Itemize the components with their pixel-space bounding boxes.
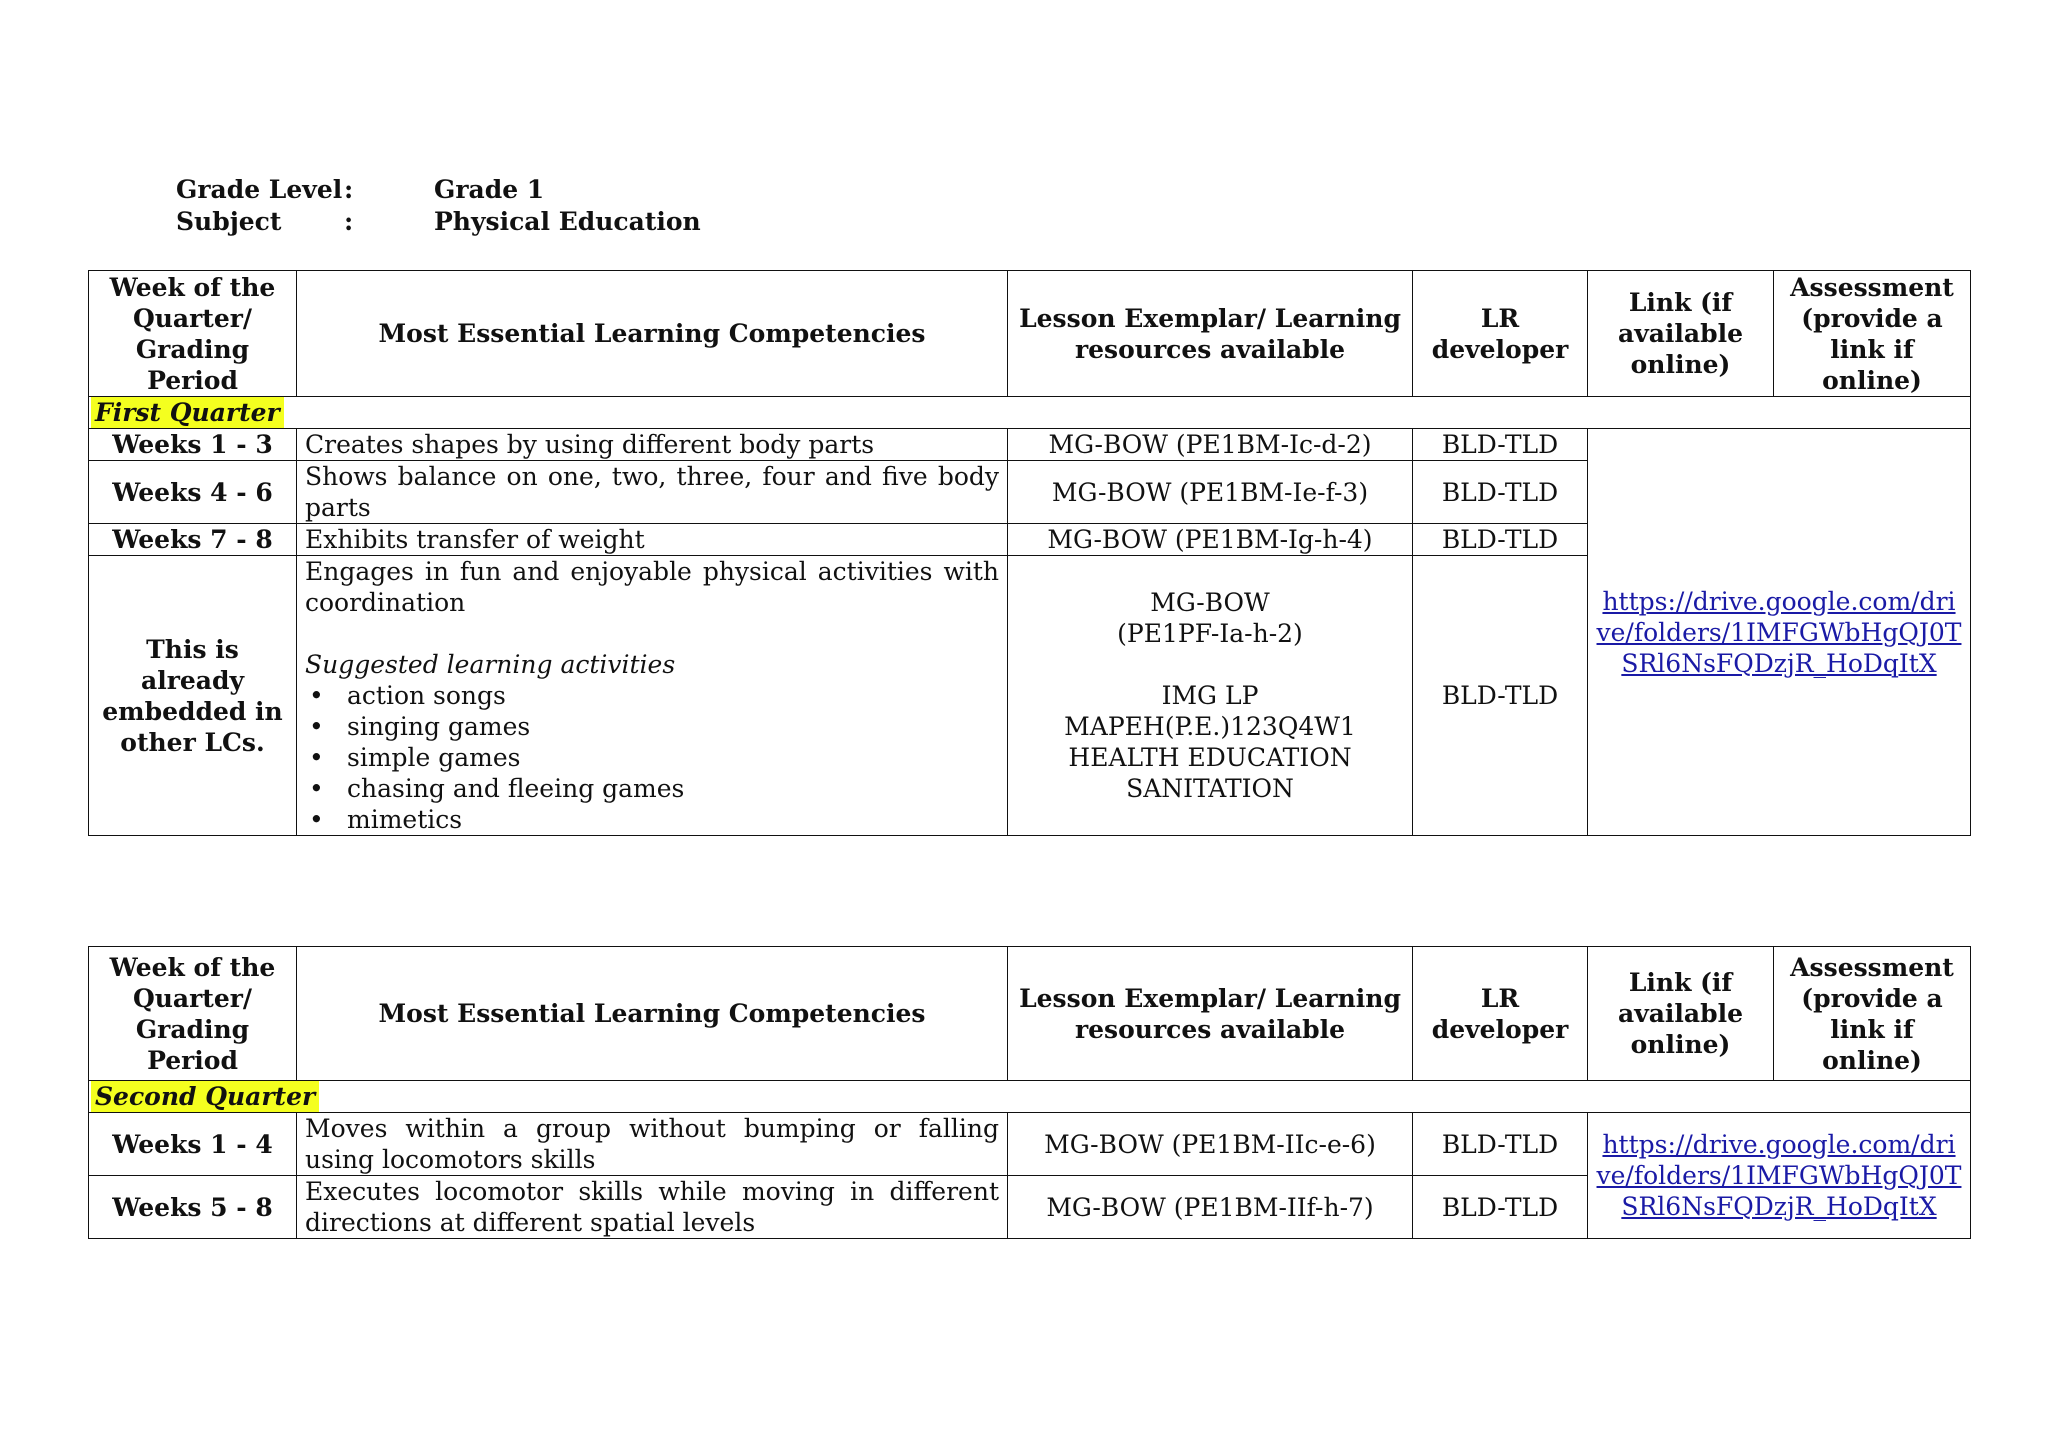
week-cell: Weeks 5 - 8 [89, 1176, 297, 1239]
melc-text: Engages in fun and enjoyable physical activities with coordination [305, 557, 999, 617]
melc-cell [297, 556, 1008, 836]
drive-link[interactable]: https://drive.google.com/drive/folders/1IMFGWbHgQJ0TSRl6NsFQDzjR_HoDqItX [1596, 586, 1962, 678]
lesson-line: IMG LP [1161, 681, 1259, 710]
activities-list [305, 680, 999, 835]
melc-cell: Moves within a group without bumping or falling using locomotors skills [297, 1113, 1008, 1176]
col-header-week: Week of the Quarter/ Grading Period [89, 271, 297, 397]
second-quarter-table [88, 946, 1971, 1239]
lr-developer-cell: BLD-TLD [1413, 524, 1588, 556]
col-header-melc: Most Essential Learning Competencies [297, 947, 1008, 1081]
col-header-assessment: Assessment (provide a link if online) [1774, 947, 1971, 1081]
grade-level-value: Grade 1 [434, 175, 545, 204]
lesson-cell: MG-BOW (PE1BM-Ic-d-2) [1008, 429, 1413, 461]
drive-link[interactable]: https://drive.google.com/drive/folders/1IMFGWbHgQJ0TSRl6NsFQDzjR_HoDqItX [1596, 1130, 1962, 1221]
link-cell [1588, 429, 1971, 836]
week-cell: Weeks 7 - 8 [89, 524, 297, 556]
col-header-lesson: Lesson Exemplar/ Learning resources available [1008, 947, 1413, 1081]
lr-developer-cell: BLD-TLD [1413, 429, 1588, 461]
lesson-cell: MG-BOW (PE1BM-IIc-e-6) [1008, 1113, 1413, 1176]
col-header-lr: LR developer [1413, 947, 1588, 1081]
grade-level-colon: : [344, 175, 354, 204]
lr-developer-cell: BLD-TLD [1413, 1113, 1588, 1176]
quarter-label-row [89, 397, 1971, 429]
suggested-activities-heading: Suggested learning activities [305, 650, 676, 679]
quarter-label-row [89, 1081, 1971, 1113]
lr-developer-cell: BLD-TLD [1413, 461, 1588, 524]
week-cell: Weeks 1 - 4 [89, 1113, 297, 1176]
col-header-link: Link (if available online) [1588, 947, 1774, 1081]
lesson-line: MAPEH(P.E.)123Q4W1 [1064, 712, 1356, 741]
link-cell [1588, 1113, 1971, 1239]
week-cell: Weeks 1 - 3 [89, 429, 297, 461]
week-cell: Weeks 4 - 6 [89, 461, 297, 524]
lesson-line: SANITATION [1126, 774, 1294, 803]
list-item: • action songs [305, 680, 999, 711]
lesson-line: (PE1PF-Ia-h-2) [1117, 619, 1303, 648]
col-header-week: Week of the Quarter/ Grading Period [89, 947, 297, 1081]
lesson-line: HEALTH EDUCATION [1068, 743, 1352, 772]
document-header [176, 174, 701, 238]
lr-developer-cell: BLD-TLD [1413, 1176, 1588, 1239]
col-header-lesson: Lesson Exemplar/ Learning resources available [1008, 271, 1413, 397]
list-item: • mimetics [305, 804, 999, 835]
col-header-assessment: Assessment (provide a link if online) [1774, 271, 1971, 397]
subject-label: Subject [176, 207, 282, 236]
lesson-cell: MG-BOW (PE1BM-IIf-h-7) [1008, 1176, 1413, 1239]
lesson-cell: MG-BOW (PE1BM-Ig-h-4) [1008, 524, 1413, 556]
first-quarter-table [88, 270, 1971, 836]
col-header-lr: LR developer [1413, 271, 1588, 397]
col-header-link: Link (if available online) [1588, 271, 1774, 397]
lesson-cell: MG-BOW (PE1BM-Ie-f-3) [1008, 461, 1413, 524]
grade-level-label: Grade Level [176, 175, 343, 204]
week-cell: This is already embedded in other LCs. [89, 556, 297, 836]
subject-colon: : [344, 207, 354, 236]
lesson-cell [1008, 556, 1413, 836]
list-item: • simple games [305, 742, 999, 773]
table-header-row [89, 947, 1971, 1081]
lr-developer-cell: BLD-TLD [1413, 556, 1588, 836]
melc-cell: Shows balance on one, two, three, four and five body parts [297, 461, 1008, 524]
table-header-row [89, 271, 1971, 397]
melc-cell: Executes locomotor skills while moving in different directions at different spatial levels [297, 1176, 1008, 1239]
col-header-melc: Most Essential Learning Competencies [297, 271, 1008, 397]
melc-cell: Exhibits transfer of weight [297, 524, 1008, 556]
lesson-line: MG-BOW [1150, 588, 1270, 617]
first-quarter-label: First Quarter [91, 397, 284, 428]
list-item: • chasing and fleeing games [305, 773, 999, 804]
subject-value: Physical Education [434, 207, 701, 236]
melc-cell: Creates shapes by using different body parts [297, 429, 1008, 461]
list-item: • singing games [305, 711, 999, 742]
second-quarter-label: Second Quarter [91, 1081, 319, 1112]
table-row [89, 429, 1971, 461]
table-row [89, 1113, 1971, 1176]
